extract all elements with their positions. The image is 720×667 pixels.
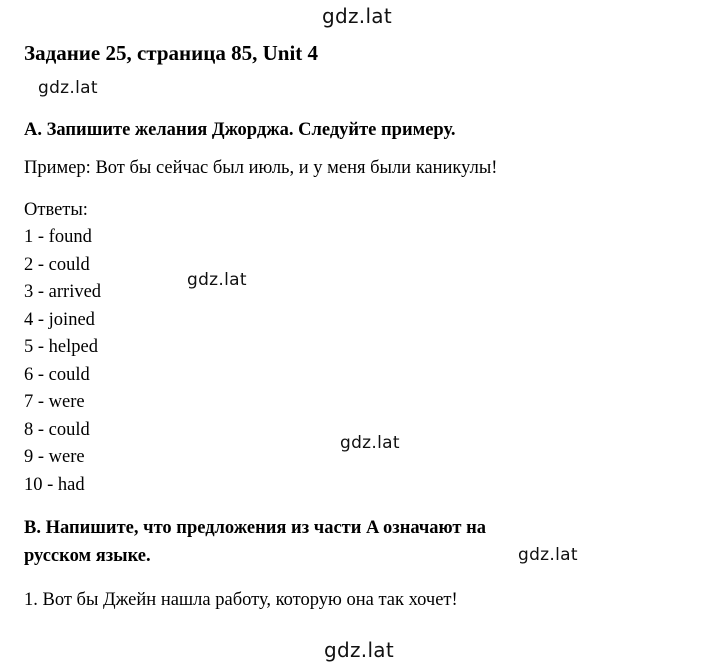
watermark: gdz.lat [38,78,98,98]
translation-sentence: 1. Вот бы Джейн нашла работу, которую она так хочет! [24,590,458,610]
example-text: Пример: Вот бы сейчас был июль, и у меня были каникулы! [24,158,498,178]
answer-item: 2 - could [24,254,90,275]
watermark: gdz.lat [518,545,578,565]
section-a-heading: A. Запишите желания Джорджа. Следуйте примеру. [24,120,456,140]
answer-item: 7 - were [24,392,85,412]
section-b-heading [24,514,486,570]
answer-item: 6 - could [24,364,90,385]
answer-item: 1 - found [24,227,92,247]
answer-item: 3 - arrived [24,282,102,302]
answer-item: 4 - joined [24,309,95,330]
section-b-heading-line: русском языке. [24,546,151,566]
page-title: Задание 25, страница 85, Unit 4 [24,41,319,65]
answer-item: 9 - were [24,447,85,467]
answer-item: 10 - had [24,474,85,495]
watermark: gdz.lat [340,433,400,453]
watermark: gdz.lat [187,270,247,290]
watermark: gdz.lat [324,638,395,662]
watermark: gdz.lat [322,4,393,28]
answer-item: 5 - helped [24,337,98,357]
answer-item: 8 - could [24,419,90,440]
answers-list [24,226,101,501]
section-b-heading-line: B. Напишите, что предложения из части A означают на [24,518,487,538]
answers-label: Ответы: [24,200,88,220]
